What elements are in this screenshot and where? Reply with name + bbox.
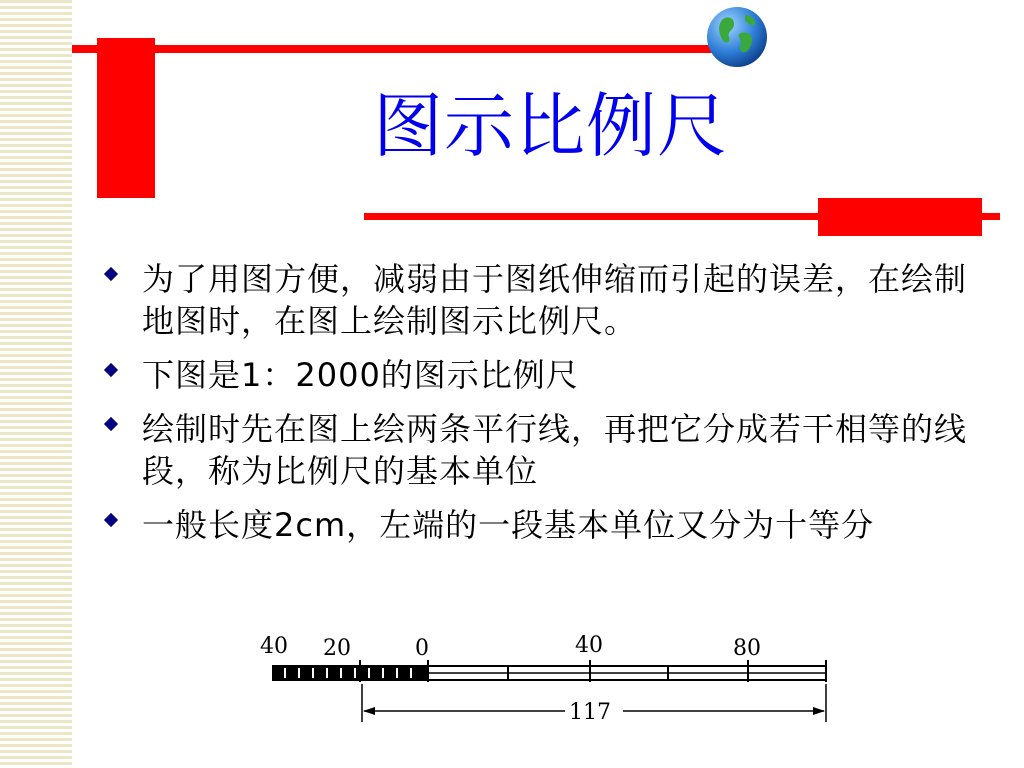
decorative-stripe-band [0,0,72,768]
bullet-list [104,258,984,558]
bullet-item [104,258,984,342]
left-red-block [97,38,155,198]
bottom-red-block [818,198,982,236]
diamond-bullet-icon [104,363,118,377]
globe-icon [705,5,769,69]
bullet-text: 下图是1：2000的图示比例尺 [142,356,579,394]
scale-tick-label: 40 [260,634,288,659]
slide-title: 图示比例尺 [373,85,728,167]
bullet-text: 为了用图方便，减弱由于图纸伸缩而引起的误差，在绘制地图时，在图上绘制图示比例尺。 [142,260,968,340]
scale-tick-label: 40 [575,633,603,658]
bullet-item [104,504,984,546]
bullet-text: 一般长度2cm，左端的一段基本单位又分为十等分 [142,506,875,544]
scale-main-ticks [360,660,826,682]
graphic-scale-figure [255,630,835,730]
bullet-item [104,408,984,492]
bullet-item [104,354,984,396]
top-red-line [72,45,712,53]
dimension-label: 117 [569,700,611,725]
dimension-arrow-right [813,707,825,715]
scale-subdivision-fill [273,666,428,680]
bullet-text: 绘制时先在图上绘两条平行线，再把它分成若干相等的线段，称为比例尺的基本单位 [142,410,968,490]
scale-tick-label: 0 [415,636,429,661]
diamond-bullet-icon [104,513,118,527]
diamond-bullet-icon [104,267,118,281]
diamond-bullet-icon [104,417,118,431]
scale-tick-label: 80 [733,636,761,661]
dimension-arrow-left [363,707,375,715]
scale-tick-label: 20 [323,636,351,661]
